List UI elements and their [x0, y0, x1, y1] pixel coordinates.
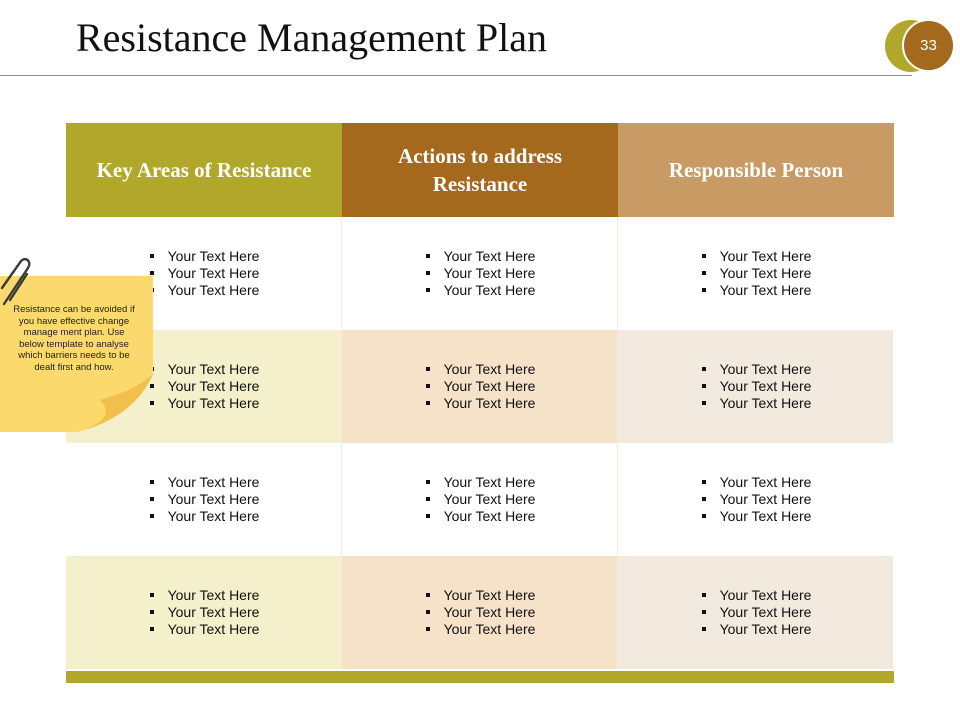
bullet-item: Your Text Here — [424, 474, 536, 491]
bullet-item: Your Text Here — [148, 395, 260, 412]
bullet-item: Your Text Here — [148, 508, 260, 525]
table-cell — [618, 217, 894, 330]
bullet-list — [700, 587, 812, 638]
bullet-item: Your Text Here — [424, 395, 536, 412]
bullet-list — [148, 474, 260, 525]
bullet-item: Your Text Here — [700, 378, 812, 395]
bullet-item: Your Text Here — [700, 508, 812, 525]
paperclip-icon — [0, 252, 40, 312]
bullet-item: Your Text Here — [424, 587, 536, 604]
bullet-list — [148, 587, 260, 638]
bullet-item: Your Text Here — [148, 282, 260, 299]
table-bottom-bar — [66, 671, 894, 683]
title-divider — [0, 75, 912, 76]
table-cell — [66, 443, 342, 556]
header-responsible-person: Responsible Person — [618, 123, 894, 217]
bullet-item: Your Text Here — [148, 604, 260, 621]
table-cell — [342, 217, 618, 330]
page-number-badge: 33 — [902, 19, 955, 72]
bullet-item: Your Text Here — [700, 474, 812, 491]
table-cell — [342, 330, 618, 443]
bullet-item: Your Text Here — [424, 621, 536, 638]
table-cell — [342, 443, 618, 556]
bullet-item: Your Text Here — [424, 282, 536, 299]
bullet-list — [700, 248, 812, 299]
bullet-item: Your Text Here — [424, 265, 536, 282]
bullet-item: Your Text Here — [148, 621, 260, 638]
table-cell — [618, 443, 894, 556]
bullet-list — [424, 474, 536, 525]
resistance-table — [66, 123, 894, 669]
bullet-item: Your Text Here — [700, 491, 812, 508]
bullet-item: Your Text Here — [148, 378, 260, 395]
bullet-item: Your Text Here — [700, 621, 812, 638]
bullet-item: Your Text Here — [424, 604, 536, 621]
slide-title: Resistance Management Plan — [76, 15, 547, 60]
bullet-item: Your Text Here — [700, 265, 812, 282]
bullet-item: Your Text Here — [424, 508, 536, 525]
bullet-list — [700, 474, 812, 525]
table-cell — [66, 556, 342, 669]
bullet-item: Your Text Here — [424, 378, 536, 395]
bullet-list — [700, 361, 812, 412]
bullet-item: Your Text Here — [424, 491, 536, 508]
bullet-item: Your Text Here — [148, 474, 260, 491]
table-cell — [618, 556, 894, 669]
table-cell — [618, 330, 894, 443]
bullet-item: Your Text Here — [424, 361, 536, 378]
sticky-note-text: Resistance can be avoided if you have effective change manage ment plan. Use below template to analyse which barriers needs to be dealt first and how. — [13, 304, 135, 373]
table-cell — [342, 556, 618, 669]
bullet-list — [424, 248, 536, 299]
bullet-item: Your Text Here — [148, 361, 260, 378]
bullet-item: Your Text Here — [700, 604, 812, 621]
bullet-item: Your Text Here — [700, 395, 812, 412]
bullet-item: Your Text Here — [148, 248, 260, 265]
header-key-areas: Key Areas of Resistance — [66, 123, 342, 217]
bullet-list — [148, 248, 260, 299]
bullet-item: Your Text Here — [148, 491, 260, 508]
bullet-item: Your Text Here — [148, 265, 260, 282]
bullet-list — [148, 361, 260, 412]
bullet-item: Your Text Here — [700, 248, 812, 265]
bullet-item: Your Text Here — [700, 587, 812, 604]
bullet-list — [424, 587, 536, 638]
bullet-list — [424, 361, 536, 412]
bullet-item: Your Text Here — [700, 361, 812, 378]
bullet-item: Your Text Here — [424, 248, 536, 265]
bullet-item: Your Text Here — [148, 587, 260, 604]
header-actions: Actions to address Resistance — [342, 123, 618, 217]
bullet-item: Your Text Here — [700, 282, 812, 299]
